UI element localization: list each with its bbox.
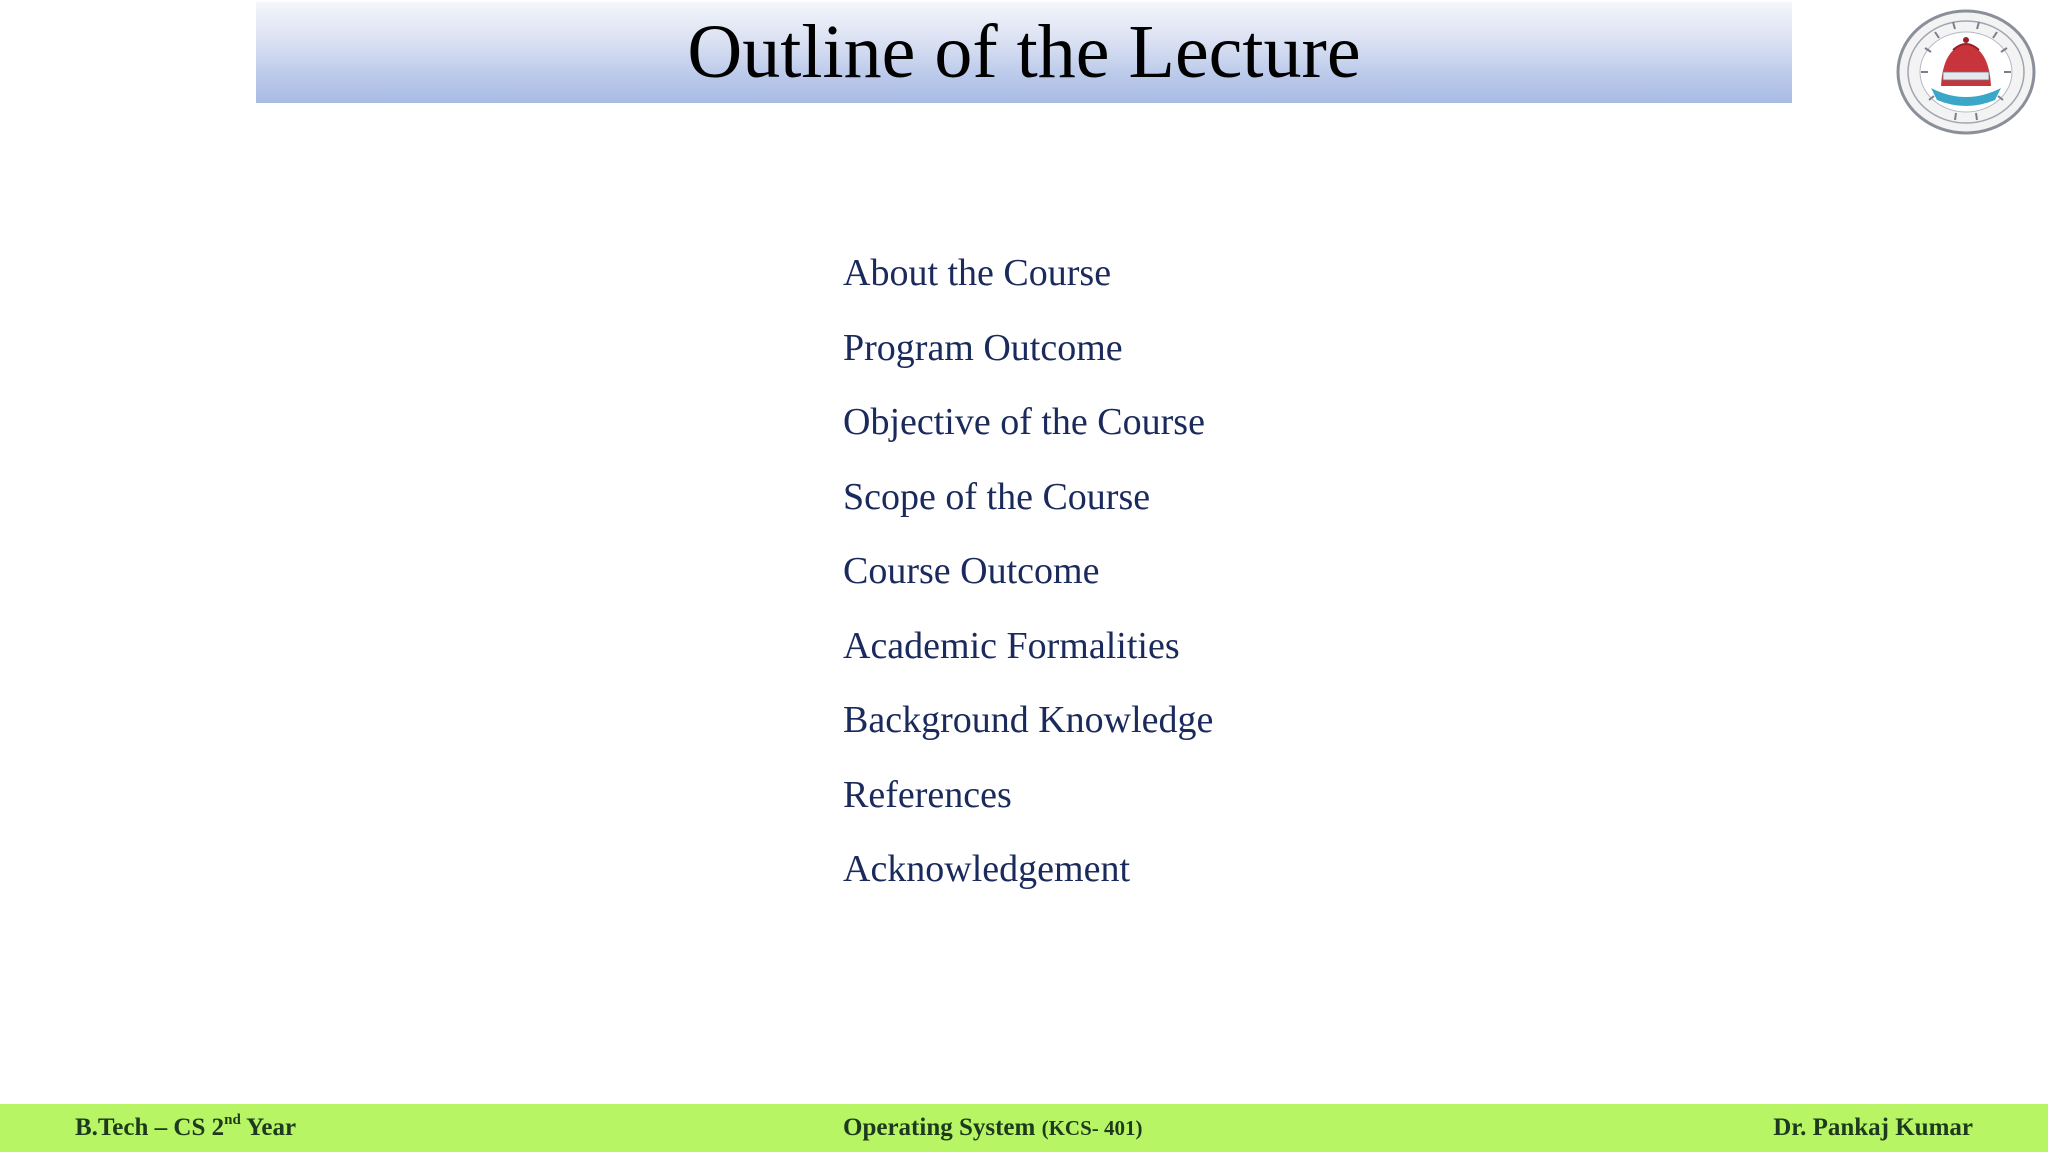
list-item: Academic Formalities — [843, 624, 1180, 667]
footer-program-text: B.Tech – CS 2 — [75, 1114, 225, 1141]
footer-author: Dr. Pankaj Kumar — [1773, 1114, 1973, 1141]
footer-subject — [843, 1114, 1143, 1142]
institute-seal-icon — [1895, 8, 2037, 136]
footer-subject-code: (KCS- 401) — [1041, 1116, 1143, 1140]
footer-subject-name: Operating System — [843, 1114, 1042, 1141]
list-item: Course Outcome — [843, 550, 1100, 592]
footer-program — [75, 1114, 296, 1142]
footer-program-suffix: Year — [240, 1114, 297, 1141]
list-item: Acknowledgement — [843, 848, 1131, 890]
list-item: Background Knowledge — [843, 699, 1214, 741]
list-item: References — [843, 773, 1012, 816]
title-banner — [256, 2, 1792, 103]
list-item: Objective of the Course — [843, 401, 1205, 443]
footer-program-ordinal: nd — [224, 1112, 241, 1128]
list-item: Program Outcome — [843, 326, 1123, 369]
list-item: About the Course — [843, 252, 1112, 294]
outline-list — [843, 247, 1213, 918]
slide-title: Outline of the Lecture — [687, 9, 1361, 94]
slide-footer — [0, 1104, 2048, 1152]
list-item: Scope of the Course — [843, 475, 1151, 518]
